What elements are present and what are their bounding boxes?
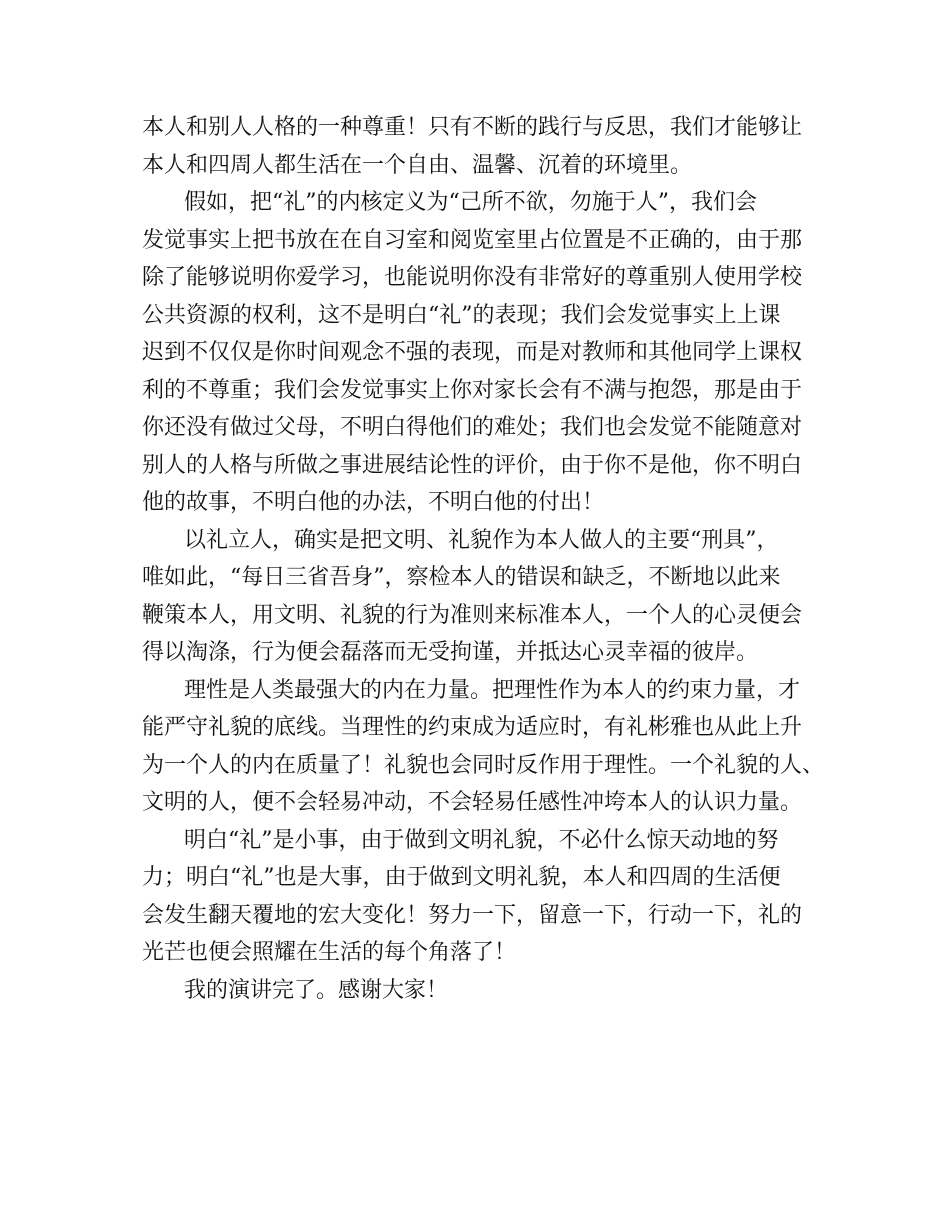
text-line: 明白“礼”是小事，由于做到文明礼貌，不必什么惊天动地的努	[184, 827, 779, 853]
text-line: 光芒也便会照耀在生活的每个角落了！	[142, 940, 517, 965]
speech-text-body	[142, 109, 842, 1009]
text-line: 我的演讲完了。感谢大家！	[184, 977, 449, 1003]
text-line: 会发生翻天覆地的宏大变化！努力一下，留意一下，行动一下，礼的	[142, 902, 803, 928]
text-line: 文明的人，便不会轻易冲动，不会轻易任感性冲垮本人的认识力量。	[142, 790, 803, 815]
text-line: 理性是人类最强大的内在力量。把理性作为本人的约束力量，才	[184, 677, 801, 703]
text-line: 发觉事实上把书放在在自习室和阅览室里占位置是不正确的，由于那	[142, 227, 803, 253]
text-line: 本人和四周人都生活在一个自由、温馨、沉着的环境里。	[142, 152, 693, 178]
text-line: 公共资源的权利，这不是明白“礼”的表现；我们会发觉事实上上课	[142, 302, 781, 328]
text-line: 力；明白“礼”也是大事，由于做到文明礼貌，本人和四周的生活便	[142, 865, 781, 890]
text-line: 以礼立人，确实是把文明、礼貌作为本人做人的主要“刑具”，	[184, 527, 779, 553]
text-line: 迟到不仅仅是你时间观念不强的表现，而是对教师和其他同学上课权	[142, 340, 803, 365]
text-line: 鞭策本人，用文明、礼貌的行为准则来标准本人，一个人的心灵便会	[142, 602, 803, 628]
text-line: 假如，把“礼”的内核定义为“己所不欲，勿施于人”，我们会	[184, 190, 757, 215]
text-line: 能严守礼貌的底线。当理性的约束成为适应时，有礼彬雅也从此上升	[142, 715, 803, 740]
text-line: 他的故事，不明白他的办法，不明白他的付出！	[142, 490, 605, 515]
text-line: 你还没有做过父母，不明白得他们的难处；我们也会发觉不能随意对	[142, 415, 803, 440]
text-line: 为一个人的内在质量了！礼貌也会同时反作用于理性。一个礼貌的人、	[142, 752, 825, 778]
text-line: 利的不尊重；我们会发觉事实上你对家长会有不满与抱怨，那是由于	[142, 377, 803, 403]
text-line: 别人的人格与所做之事进展结论性的评价，由于你不是他，你不明白	[142, 452, 803, 478]
text-line: 得以淘涤，行为便会磊落而无受拘谨，并抵达心灵幸福的彼岸。	[142, 640, 759, 665]
text-line: 除了能够说明你爱学习，也能说明你没有非常好的尊重别人使用学校	[142, 265, 803, 290]
text-line: 唯如此，“每日三省吾身”，察检本人的错误和缺乏，不断地以此来	[142, 565, 781, 590]
text-line: 本人和别人人格的一种尊重！只有不断的践行与反思，我们才能够让	[142, 115, 803, 140]
